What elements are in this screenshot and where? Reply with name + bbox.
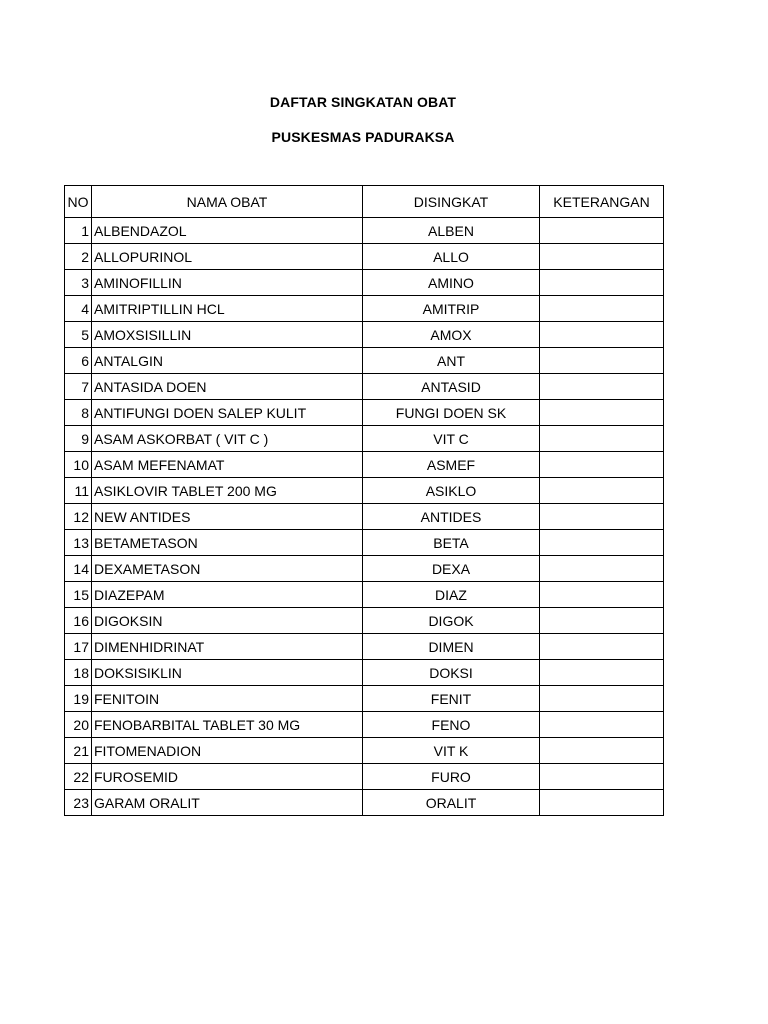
cell-no: 3: [65, 270, 92, 296]
table-row: [65, 478, 664, 504]
table-row: [65, 764, 664, 790]
cell-nama-obat: ALBENDAZOL: [92, 218, 363, 244]
table-row: [65, 790, 664, 816]
cell-nama-obat: DEXAMETASON: [92, 556, 363, 582]
table-row: [65, 608, 664, 634]
cell-disingkat: DOKSI: [363, 660, 540, 686]
table-row: [65, 296, 664, 322]
cell-keterangan: [540, 322, 664, 348]
header-no: NO: [65, 186, 92, 218]
cell-keterangan: [540, 764, 664, 790]
cell-disingkat: ALLO: [363, 244, 540, 270]
cell-disingkat: FENIT: [363, 686, 540, 712]
header-nama-obat: NAMA OBAT: [92, 186, 363, 218]
cell-disingkat: AMOX: [363, 322, 540, 348]
cell-keterangan: [540, 608, 664, 634]
cell-disingkat: ASMEF: [363, 452, 540, 478]
table-row: [65, 426, 664, 452]
cell-no: 13: [65, 530, 92, 556]
cell-nama-obat: ASAM ASKORBAT ( VIT C ): [92, 426, 363, 452]
cell-no: 16: [65, 608, 92, 634]
cell-keterangan: [540, 348, 664, 374]
cell-keterangan: [540, 296, 664, 322]
cell-disingkat: BETA: [363, 530, 540, 556]
cell-no: 20: [65, 712, 92, 738]
cell-no: 14: [65, 556, 92, 582]
cell-disingkat: ANTASID: [363, 374, 540, 400]
table-row: [65, 660, 664, 686]
table-row: [65, 504, 664, 530]
cell-nama-obat: ALLOPURINOL: [92, 244, 363, 270]
cell-no: 17: [65, 634, 92, 660]
table-row: [65, 556, 664, 582]
cell-keterangan: [540, 270, 664, 296]
cell-no: 19: [65, 686, 92, 712]
cell-keterangan: [540, 374, 664, 400]
cell-no: 12: [65, 504, 92, 530]
table-row: [65, 686, 664, 712]
table-row: [65, 712, 664, 738]
cell-keterangan: [540, 738, 664, 764]
cell-no: 15: [65, 582, 92, 608]
cell-nama-obat: AMITRIPTILLIN HCL: [92, 296, 363, 322]
table-row: [65, 582, 664, 608]
cell-disingkat: ANTIDES: [363, 504, 540, 530]
cell-no: 9: [65, 426, 92, 452]
cell-keterangan: [540, 504, 664, 530]
cell-nama-obat: BETAMETASON: [92, 530, 363, 556]
cell-nama-obat: AMINOFILLIN: [92, 270, 363, 296]
cell-nama-obat: GARAM ORALIT: [92, 790, 363, 816]
cell-keterangan: [540, 452, 664, 478]
table-row: [65, 244, 664, 270]
table-row: [65, 322, 664, 348]
cell-no: 22: [65, 764, 92, 790]
table-row: [65, 270, 664, 296]
cell-no: 2: [65, 244, 92, 270]
cell-keterangan: [540, 660, 664, 686]
cell-keterangan: [540, 582, 664, 608]
cell-disingkat: ORALIT: [363, 790, 540, 816]
cell-no: 6: [65, 348, 92, 374]
cell-disingkat: FURO: [363, 764, 540, 790]
table-row: [65, 400, 664, 426]
cell-nama-obat: ASAM MEFENAMAT: [92, 452, 363, 478]
cell-nama-obat: ASIKLOVIR TABLET 200 MG: [92, 478, 363, 504]
drug-abbreviation-table: [64, 185, 664, 816]
cell-disingkat: DEXA: [363, 556, 540, 582]
table-header-row: [65, 186, 664, 218]
cell-disingkat: ALBEN: [363, 218, 540, 244]
cell-keterangan: [540, 790, 664, 816]
cell-no: 4: [65, 296, 92, 322]
cell-disingkat: ANT: [363, 348, 540, 374]
cell-no: 21: [65, 738, 92, 764]
cell-keterangan: [540, 530, 664, 556]
cell-disingkat: ASIKLO: [363, 478, 540, 504]
cell-disingkat: DIAZ: [363, 582, 540, 608]
cell-keterangan: [540, 556, 664, 582]
cell-keterangan: [540, 686, 664, 712]
table-row: [65, 218, 664, 244]
cell-keterangan: [540, 426, 664, 452]
document-title: DAFTAR SINGKATAN OBAT: [269, 94, 457, 110]
table-row: [65, 634, 664, 660]
cell-keterangan: [540, 400, 664, 426]
document-subtitle: PUSKESMAS PADURAKSA: [271, 129, 455, 145]
cell-no: 7: [65, 374, 92, 400]
table-row: [65, 348, 664, 374]
cell-nama-obat: DIMENHIDRINAT: [92, 634, 363, 660]
header-keterangan: KETERANGAN: [540, 186, 664, 218]
cell-disingkat: VIT C: [363, 426, 540, 452]
cell-nama-obat: DOKSISIKLIN: [92, 660, 363, 686]
cell-nama-obat: DIGOKSIN: [92, 608, 363, 634]
cell-keterangan: [540, 244, 664, 270]
table-row: [65, 530, 664, 556]
cell-nama-obat: ANTASIDA DOEN: [92, 374, 363, 400]
cell-disingkat: DIMEN: [363, 634, 540, 660]
cell-no: 5: [65, 322, 92, 348]
cell-disingkat: FENO: [363, 712, 540, 738]
cell-no: 23: [65, 790, 92, 816]
cell-nama-obat: ANTALGIN: [92, 348, 363, 374]
cell-no: 10: [65, 452, 92, 478]
cell-keterangan: [540, 712, 664, 738]
cell-disingkat: FUNGI DOEN SK: [363, 400, 540, 426]
cell-disingkat: AMINO: [363, 270, 540, 296]
cell-no: 18: [65, 660, 92, 686]
table-row: [65, 452, 664, 478]
cell-nama-obat: FENOBARBITAL TABLET 30 MG: [92, 712, 363, 738]
cell-nama-obat: FUROSEMID: [92, 764, 363, 790]
cell-nama-obat: ANTIFUNGI DOEN SALEP KULIT: [92, 400, 363, 426]
cell-no: 1: [65, 218, 92, 244]
cell-keterangan: [540, 218, 664, 244]
cell-no: 8: [65, 400, 92, 426]
cell-disingkat: DIGOK: [363, 608, 540, 634]
header-disingkat: DISINGKAT: [363, 186, 540, 218]
cell-nama-obat: DIAZEPAM: [92, 582, 363, 608]
cell-disingkat: AMITRIP: [363, 296, 540, 322]
cell-nama-obat: FITOMENADION: [92, 738, 363, 764]
cell-no: 11: [65, 478, 92, 504]
table-row: [65, 738, 664, 764]
cell-nama-obat: NEW ANTIDES: [92, 504, 363, 530]
cell-nama-obat: FENITOIN: [92, 686, 363, 712]
table-row: [65, 374, 664, 400]
cell-disingkat: VIT K: [363, 738, 540, 764]
cell-nama-obat: AMOXSISILLIN: [92, 322, 363, 348]
cell-keterangan: [540, 478, 664, 504]
cell-keterangan: [540, 634, 664, 660]
